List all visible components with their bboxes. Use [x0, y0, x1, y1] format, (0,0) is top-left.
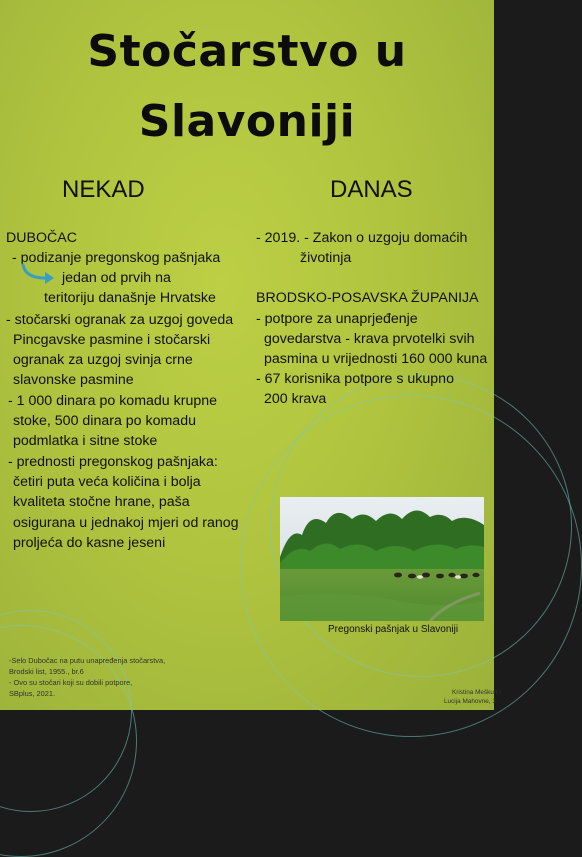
- danas-line: 200 krava: [264, 391, 327, 407]
- nekad-line: slavonske pasmine: [13, 372, 134, 388]
- title-line-2: Slavoniji: [138, 96, 356, 147]
- nekad-line: Pincgavske pasmine i stočarski: [13, 332, 211, 348]
- nekad-line: - 1 000 dinara po komadu krupne: [8, 393, 218, 409]
- danas-line: BRODSKO-POSAVSKA ŽUPANIJA: [256, 290, 479, 306]
- danas-line: - 2019. - Zakon o uzgoju domaćih: [256, 230, 468, 246]
- danas-line: pasmina u vrijednosti 160 000 kuna: [264, 351, 488, 367]
- nekad-line: proljeća do kasne jeseni: [13, 535, 166, 551]
- source-line: Brodski list, 1955., br.6: [9, 667, 84, 676]
- title-line-1: Stočarstvo u: [87, 26, 407, 77]
- nekad-line: - stočarski ogranak za uzgoj goveda: [6, 312, 234, 328]
- danas-line: životinja: [300, 250, 352, 266]
- heading-nekad: NEKAD: [62, 176, 145, 203]
- nekad-line: - podizanje pregonskog pašnjaka: [12, 250, 221, 266]
- pasture-photo: [280, 497, 484, 621]
- source-line: SBplus, 2021.: [9, 689, 56, 698]
- author-line: Lucija Mahovne, 3: [444, 698, 496, 705]
- nekad-line: ogranak za uzgoj svinja crne: [13, 352, 193, 368]
- author-line: Kristina Meškun i: [452, 689, 501, 696]
- heading-danas: DANAS: [330, 176, 413, 203]
- source-line: -Selo Dubočac na putu unapređenja stočarstva,: [9, 656, 166, 665]
- curved-arrow-icon: [20, 262, 60, 288]
- nekad-line: četiri puta veća količina i bolja: [13, 474, 201, 490]
- nekad-line: - prednosti pregonskog pašnjaka:: [8, 454, 218, 470]
- danas-line: govedarstva - krava prvotelki svih: [264, 331, 475, 347]
- photo-caption: Pregonski pašnjak u Slavoniji: [328, 624, 459, 635]
- source-line: - Ovo su stočari koji su dobili potpore,: [9, 678, 133, 687]
- nekad-line: osigurana u jednakoj mjeri od ranog: [13, 515, 239, 531]
- danas-line: - 67 korisnika potpore s ukupno: [256, 371, 454, 387]
- nekad-line: kvaliteta stočne hrane, paša: [13, 494, 190, 510]
- nekad-line: DUBOČAC: [6, 230, 77, 246]
- nekad-line: jedan od prvih na: [62, 270, 171, 286]
- danas-line: - potpore za unaprjeđenje: [256, 311, 418, 327]
- nekad-line: podmlatka i sitne stoke: [13, 433, 158, 449]
- nekad-line: teritoriju današnje Hrvatske: [44, 290, 216, 306]
- nekad-line: stoke, 500 dinara po komadu: [13, 413, 196, 429]
